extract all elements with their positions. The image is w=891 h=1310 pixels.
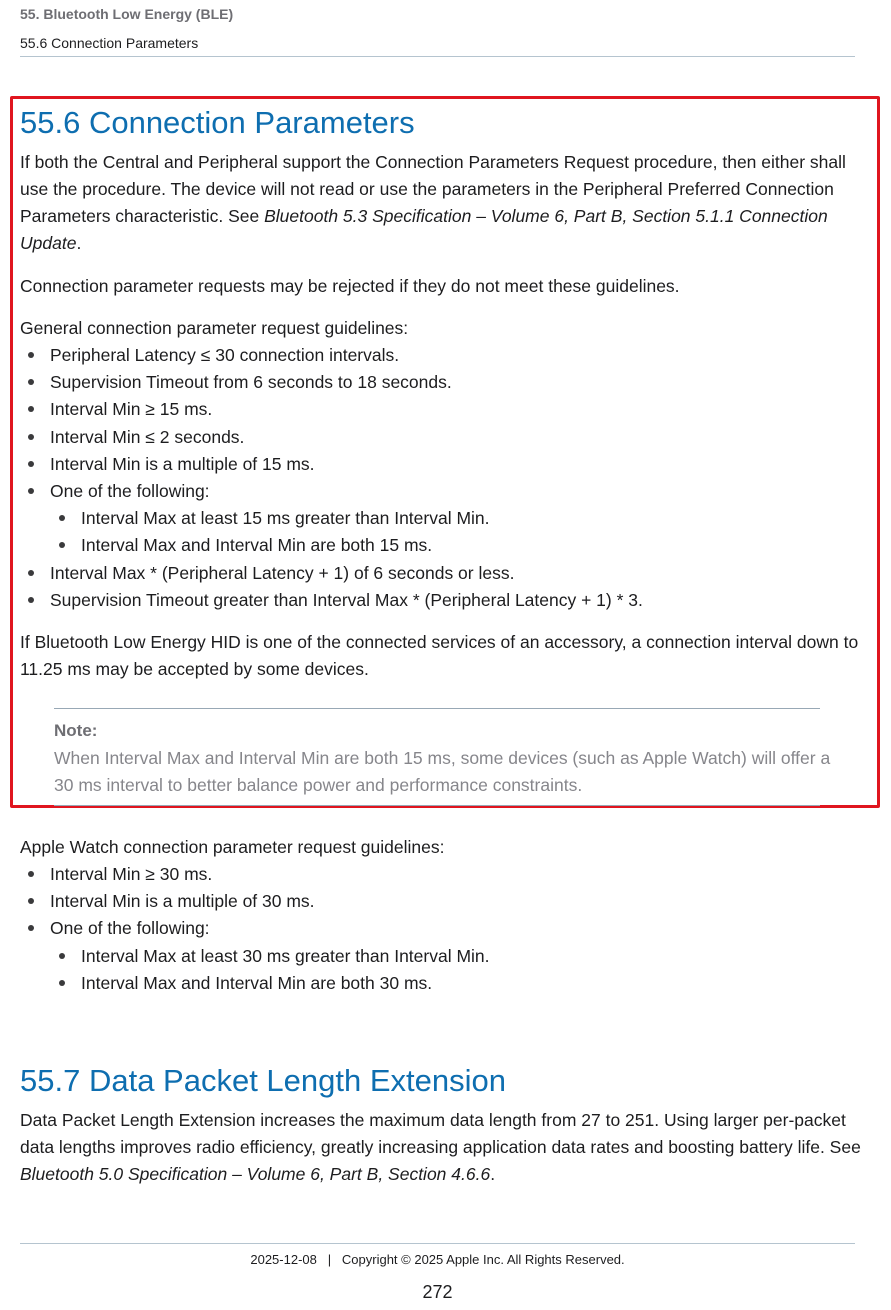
bullet-icon — [59, 980, 65, 986]
section-title-55-7: 55.7 Data Packet Length Extension — [20, 1063, 506, 1098]
bullet-icon — [28, 597, 34, 603]
list-item: Interval Max * (Peripheral Latency + 1) of 6 seconds or less. — [20, 560, 865, 587]
watch-guidelines-list — [20, 861, 865, 997]
bullet-icon — [28, 871, 34, 877]
intro-end: . — [76, 233, 82, 253]
note-body: When Interval Max and Interval Min are both 15 ms, some devices (such as Apple Watch) will offer a 30 ms interval to better balance power and performance constraints. — [54, 748, 831, 795]
intro-paragraph — [20, 149, 865, 257]
list-item: Peripheral Latency ≤ 30 connection intervals. — [20, 342, 865, 369]
bullet-icon — [59, 953, 65, 959]
list-item: Interval Min is a multiple of 30 ms. — [20, 888, 865, 915]
sub-list-item: Interval Max and Interval Min are both 15 ms. — [20, 532, 865, 559]
list-item: Supervision Timeout from 6 seconds to 18 seconds. — [20, 369, 865, 396]
running-header-chapter: 55. Bluetooth Low Energy (BLE) — [20, 6, 234, 22]
sub-list-item: Interval Max at least 15 ms greater than Interval Min. — [20, 505, 865, 532]
sub-list-item: Interval Max and Interval Min are both 30 ms. — [20, 970, 865, 997]
list-item: Interval Min ≥ 30 ms. — [20, 861, 865, 888]
page-number: 272 — [422, 1282, 453, 1302]
bullet-icon — [28, 570, 34, 576]
list-item: Interval Min ≥ 15 ms. — [20, 396, 865, 423]
list-item: Supervision Timeout greater than Interval Max * (Peripheral Latency + 1) * 3. — [20, 587, 865, 614]
bullet-icon — [28, 898, 34, 904]
data-packet-text: Data Packet Length Extension increases the maximum data length from 27 to 251. Using larger per-packet data lengths improves radio efficiency, greatly increasing application data rates and boosting battery life. See — [20, 1110, 861, 1157]
bullet-icon — [28, 925, 34, 931]
bullet-icon — [28, 406, 34, 412]
watch-guidelines-intro: Apple Watch connection parameter request guidelines: — [20, 837, 445, 857]
note-title: Note: — [54, 721, 98, 740]
list-item: Interval Min ≤ 2 seconds. — [20, 424, 865, 451]
bullet-icon — [28, 488, 34, 494]
general-guidelines-list — [20, 342, 865, 614]
footer-copyright: 2025-12-08 | Copyright © 2025 Apple Inc. All Rights Reserved. — [250, 1252, 625, 1267]
bullet-icon — [28, 461, 34, 467]
running-header-section: 55.6 Connection Parameters — [20, 35, 199, 51]
bullet-icon — [28, 352, 34, 358]
bullet-icon — [59, 515, 65, 521]
rejection-paragraph: Connection parameter requests may be rejected if they do not meet these guidelines. — [20, 276, 680, 296]
section-title-55-6: 55.6 Connection Parameters — [20, 105, 415, 140]
list-item: One of the following: — [20, 478, 865, 505]
general-guidelines-intro: General connection parameter request guidelines: — [20, 318, 409, 338]
list-item: Interval Min is a multiple of 15 ms. — [20, 451, 865, 478]
bullet-icon — [28, 434, 34, 440]
footer-divider — [20, 1243, 855, 1244]
bullet-icon — [28, 379, 34, 385]
data-packet-end: . — [490, 1164, 496, 1184]
list-item: One of the following: — [20, 915, 865, 942]
sub-list-item: Interval Max at least 30 ms greater than Interval Min. — [20, 943, 865, 970]
note-top-rule — [54, 708, 820, 709]
hid-paragraph: If Bluetooth Low Energy HID is one of the connected services of an accessory, a connection interval down to 11.25 ms may be accepted by some devices. — [20, 632, 859, 679]
bullet-icon — [59, 542, 65, 548]
data-packet-paragraph — [20, 1107, 865, 1188]
header-divider — [20, 56, 855, 57]
note-bottom-rule — [54, 805, 820, 806]
spec-reference-link: Bluetooth 5.0 Specification – Volume 6, Part B, Section 4.6.6 — [20, 1164, 491, 1184]
spec-reference-link: Bluetooth 5.3 Specification – Volume 6, Part B, Section 5.1.1 Connection Update — [20, 206, 828, 253]
intro-text: If both the Central and Peripheral support the Connection Parameters Request procedure, then either shall use the procedure. The device will not read or use the parameters in the Peripheral Preferred Connection Parameters characteristic. See — [20, 152, 846, 226]
